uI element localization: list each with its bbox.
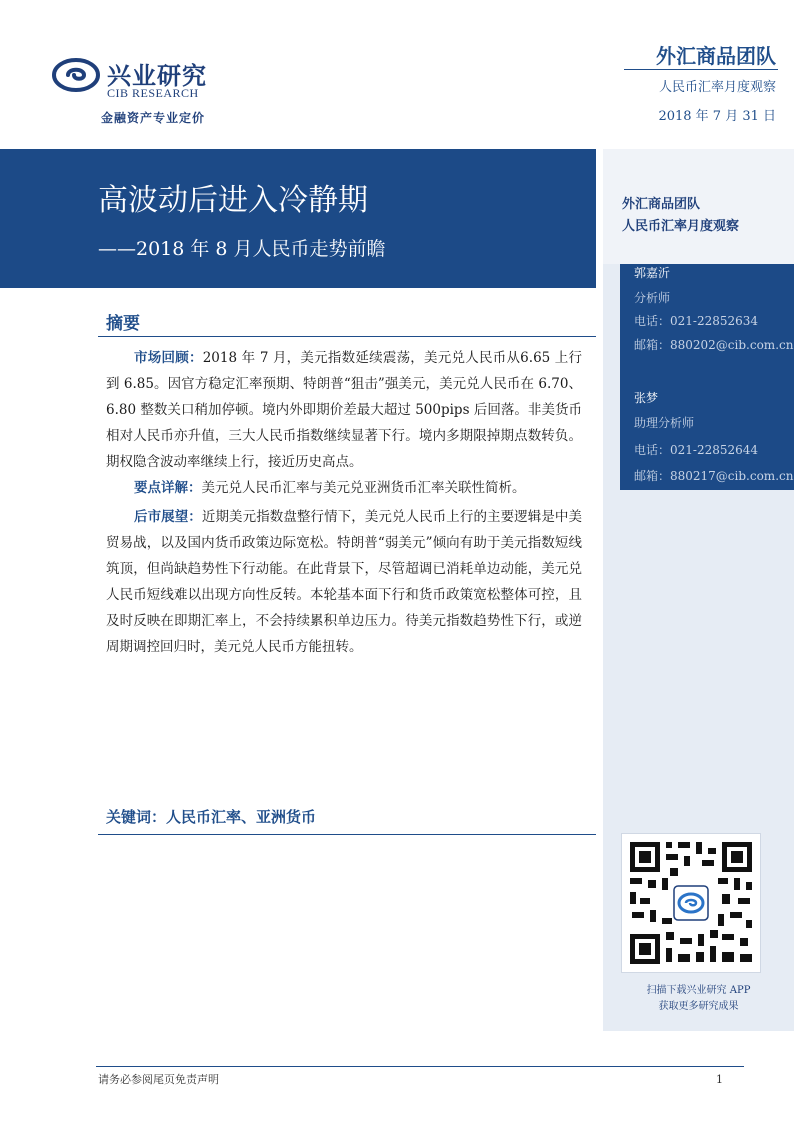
outlook-label: 后市展望：	[134, 509, 202, 525]
outlook-text: 近期美元指数盘整行情下，美元兑人民币上行的主要逻辑是中美贸易战，以及国内货币政策边际宽松。特朗普“弱美元”倾向有助于美元指数短线筑顶，但尚缺趋势性下行动能。在此背景下，尽管超调已消耗单边动能，美元兑人民币短线难以出现方向性反转。本轮基本面下行和货币政策宽松整体可控，且及时反映在即期汇率上，不会持续累积单边压力。待美元指数趋势性下行，或逆周期调控回归时，美元兑人民币方能扭转。	[106, 509, 582, 655]
keywords-divider	[98, 834, 596, 835]
qr-code-icon	[622, 834, 760, 972]
keywords: 关键词：人民币汇率、亚洲货币	[106, 808, 317, 826]
report-title: 高波动后进入冷静期	[98, 183, 368, 218]
analyst-role: 助理分析师	[634, 416, 695, 430]
brand-slogan: 金融资产专业定价	[101, 111, 206, 125]
qr-caption: 获取更多研究成果	[658, 1001, 739, 1012]
abstract-heading: 摘要	[106, 314, 140, 334]
outlook-paragraph	[106, 504, 582, 660]
footer-disclaimer: 请务必参阅尾页免责声明	[98, 1073, 219, 1086]
header-team: 外汇商品团队	[656, 44, 776, 68]
key-points-label: 要点详解：	[134, 480, 202, 496]
header-series: 人民币汇率月度观察	[658, 80, 776, 95]
analyst-name: 张梦	[634, 391, 659, 405]
market-review-text: 2018 年 7 月，美元指数延续震荡，美元兑人民币从6.65 上行到 6.85。因官方稳定汇率预期、特朗普“狙击”强美元，美元兑人民币在 6.70、6.80 整数关口稍加停顿。境内外即期价差最大超过 500pips 后回落。非美货币相对人民币亦升值，三大人民币指数继续显著下行。境内多期限掉期点数转负。期权隐含波动率继续上行，接近历史高点。	[106, 350, 583, 470]
sidebar-team: 外汇商品团队	[622, 197, 701, 212]
key-points-text: 美元兑人民币汇率与美元兑亚洲货币汇率关联性简析。	[201, 480, 526, 496]
key-points-paragraph	[106, 475, 582, 501]
report-date: 2018 年 7 月 31 日	[658, 109, 776, 124]
qr-caption: 扫描下载兴业研究 APP	[646, 985, 751, 996]
analyst-email: 邮箱：880217@cib.com.cn	[634, 469, 794, 483]
market-review-label: 市场回顾：	[134, 350, 203, 366]
market-review-paragraph	[106, 345, 582, 475]
brand-name-cn: 兴业研究	[107, 62, 207, 90]
abstract-divider	[98, 336, 596, 337]
sidebar-series: 人民币汇率月度观察	[622, 219, 740, 234]
cib-logo-icon	[52, 58, 100, 92]
analyst-role: 分析师	[634, 291, 671, 305]
page-number: 1	[716, 1073, 723, 1086]
analyst-email: 邮箱：880202@cib.com.cn	[634, 338, 794, 352]
report-subtitle: ——2018 年 8 月人民币走势前瞻	[98, 238, 386, 260]
header-divider	[624, 69, 778, 70]
brand-name-en: CIB RESEARCH	[107, 86, 199, 100]
qr-code-box	[621, 833, 761, 973]
analyst-phone: 电话：021-22852644	[634, 443, 759, 457]
footer-divider	[96, 1066, 744, 1067]
analyst-name: 郭嘉沂	[634, 266, 671, 280]
analyst-phone: 电话：021-22852634	[634, 314, 759, 328]
